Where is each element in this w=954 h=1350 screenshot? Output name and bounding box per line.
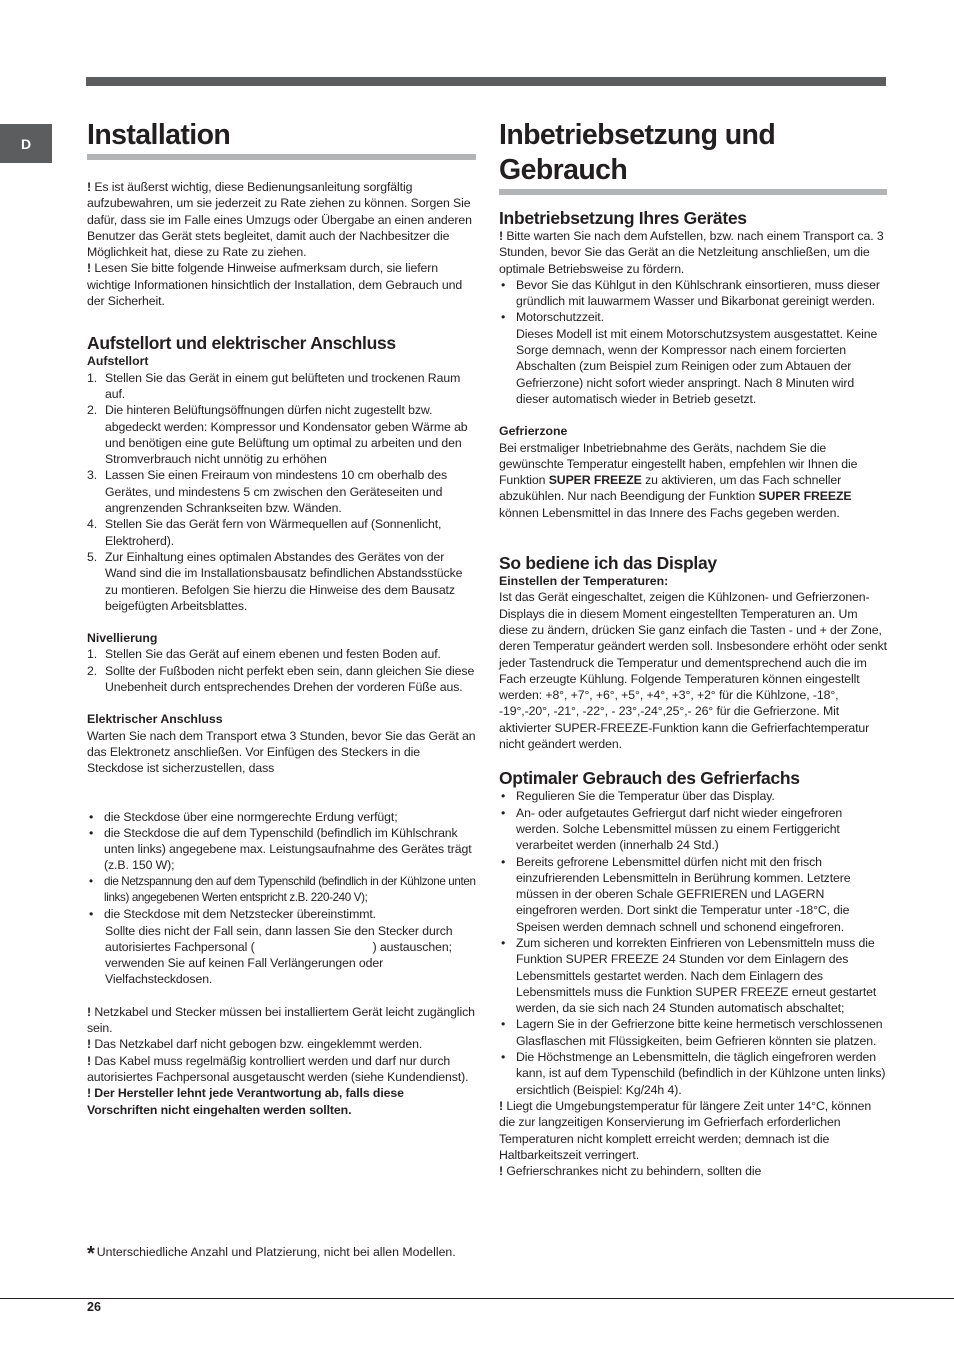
bullet-icon: • [501,805,506,820]
list-number: 1. [87,370,98,385]
page-number: 26 [87,1300,101,1314]
list-text: Lagern Sie in der Gefrierzone bitte keine hermetisch verschlossenen Glasflaschen mit Flüssigkeiten, beim Gefrieren könnten sie platzen. [516,1017,883,1048]
list-text: die Steckdose über eine normgerechte Erdung verfügt; [104,809,398,824]
list-text: Stellen Sie das Gerät fern von Wärmequellen auf (Sonnenlicht, Elektroherd). [105,517,442,548]
left-column [87,118,476,1118]
list-title: Motorschutzzeit. [516,310,604,325]
bullet-icon: • [501,1050,506,1065]
list-text: Regulieren Sie die Temperatur über das Display. [516,789,775,804]
footnote [87,1243,487,1265]
warning-mark: ! [87,261,91,276]
list-item [87,825,476,874]
warning-text: Das Kabel muss regelmäßig kontrolliert werden und darf nur durch autorisiertes Fachpersonal ausgetauscht werden (siehe Kundendienst). [87,1053,469,1084]
note-text: Gefrierschrankes nicht zu behindern, sollten die [503,1164,762,1179]
text-part: können Lebensmittel in das Innere des Fachs gegeben werden. [499,505,840,520]
text-part: Bei erstmaliger Inbetriebnahme des Geräts, nachdem Sie die gewünschte Temperatur eingestellt haben, empfehlen wir Ihnen die Funktion [499,440,858,488]
subheading-gefrierzone: Gefrierzone [499,424,568,439]
list-item [87,906,476,922]
list-item [87,663,476,696]
inbetriebsetzung-intro [499,228,887,277]
super-freeze-label: SUPER FREEZE [548,473,642,488]
list-item [499,277,887,310]
subheading-temperaturen: Einstellen der Temperaturen: [499,574,669,589]
list-number: 3. [87,468,98,483]
bullet-icon: • [89,825,94,840]
list-text: Stellen Sie das Gerät auf einem ebenen und festen Boden auf. [105,647,441,662]
note-truncated [499,1163,887,1179]
title-underline [87,154,476,160]
intro-text-1: Es ist äußerst wichtig, diese Bedienungsanleitung sorgfältig aufzubewahren, um sie jederzeit zu Rate ziehen zu können. Sorgen Sie dafür, dass sie im Falle eines Umzugs oder Übergabe an einen anderen Benutzer das Gerät stets begleitet, damit auch der Nachbesitzer die Möglichkeit hat, diese zu Rate zu ziehen. [87,180,472,260]
list-item [87,646,476,662]
list-item [499,1049,887,1098]
text-part: zu aktivieren, um das Fach schneller abzukühlen. Nur nach Beendigung der Funktion [499,473,842,504]
bullet-icon: • [89,874,93,888]
section-heading-gefrierfach: Optimaler Gebrauch des Gefrierfachs [499,768,800,789]
bullet-icon: • [89,907,94,922]
list-item [87,809,476,825]
list-number: 5. [87,549,98,564]
liability-notice: ! Der Hersteller lehnt jede Verantwortung ab, falls diese Vorschriften nicht eingehalten werden sollten. [87,1086,404,1117]
installation-title: Installation [87,119,231,151]
list-number: 4. [87,517,98,532]
nivellierung-list [87,646,476,695]
elektrisch-checklist [87,809,476,923]
list-text: Sollte der Fußboden nicht perfekt eben sein, dann gleichen Sie diese Unebenheit durch entsprechendes Drehen der vorderen Füße aus. [105,663,475,695]
subheading-aufstellort: Aufstellort [87,354,149,369]
section-heading-display: So bediene ich das Display [499,553,717,574]
inbetriebsetzung-list [499,277,887,407]
section-heading-aufstellort-anschluss: Aufstellort und elektrischer Anschluss [87,333,396,354]
list-item [499,935,887,1016]
bullet-icon: • [501,789,506,804]
bullet-icon: • [501,277,506,292]
list-text: Zur Einhaltung eines optimalen Abstandes des Gerätes von der Wand sind die im Installationsbausatz befindlichen Abstandsstücke zu montieren. Befolgen Sie hierzu die Hinweise des dem Bausatz beigefügten Arbeitsblattes. [105,549,463,613]
continuation-text-a: Sollte dies nicht der Fall sein, dann lassen Sie den Stecker durch autorisiertes Fachpersonal ( [105,923,453,954]
top-rule [86,77,886,86]
warning-3 [87,1053,476,1086]
bullet-icon: • [501,854,506,869]
warning-1 [87,1004,476,1037]
bullet-icon: • [501,310,506,325]
list-text: Bevor Sie das Kühlgut in den Kühlschrank einsortieren, muss dieser gründlich mit lauwarmem Wasser und Bikarbonat gereinigt werden. [516,277,880,309]
bottom-rule [0,1298,954,1299]
list-text: Die Höchstmenge an Lebensmitteln, die täglich eingefroren werden kann, ist auf dem Typenschild (befindlich in der Kühlzone unten links) ersichtlich (Beispiel: Kg/24h 4). [516,1050,886,1097]
list-text: die Steckdose mit dem Netzstecker übereinstimmt. [104,907,376,922]
list-item [87,516,476,549]
list-text: Dieses Modell ist mit einem Motorschutzsystem ausgestattet. Keine Sorge demnach, wenn der Kompressor nach einem forcierten Abschalten (zum Beispiel zum Reinigen oder zum Abtauen der Gefrierzone) nicht sofort wieder anspringt. Nach 8 Minuten wird dieser automatisch wieder in Betrieb gesetzt. [516,326,878,406]
list-item [499,309,887,407]
gefrierzone-text [499,440,887,521]
list-text: Die hinteren Belüftungsöffnungen dürfen nicht zugestellt bzw. abgedeckt werden: Kompressor und Kondensator geben Wärme ab und benötigen eine gute Belüftung um optimal zu arbeiten und den Stromverbrauch nicht unnötig zu erhöhen [105,403,468,467]
title-line-1: Inbetriebsetzung und [499,119,776,151]
warning-text: Das Netzkabel darf nicht gebogen bzw. eingeklemmt werden. [91,1037,423,1052]
list-number: 2. [87,403,98,418]
bullet-icon: • [89,809,94,824]
language-tab: D [0,124,52,163]
title-underline [499,189,887,195]
list-text: Bereits gefrorene Lebensmittel dürfen nicht mit den frisch einzufrierenden Lebensmitteln in Berührung kommen. Letztere müssen in der oberen Schale GEFRIEREN und LAGERN eingefroren werden. Dort sinkt die Temperatur unter -18°C, die Speisen werden demnach schnell und schonend eingefroren. [516,854,851,934]
list-number: 2. [87,663,98,678]
list-text: die Netzspannung den auf dem Typenschild (befindlich in der Kühlzone unten links) angegebenen Werten entspricht z.B. 220-240 V); [104,874,476,904]
list-item [87,402,476,467]
list-item [87,874,476,907]
list-item [87,370,476,403]
list-item [499,854,887,935]
gefrierfach-list [499,788,887,1098]
note-text: Liegt die Umgebungstemperatur für längere Zeit unter 14°C, können die zur langzeitigen Konservierung im Gefrierfach erforderlichen Temperaturen nicht komplett erreicht werden; demnach ist die Haltbarkeitszeit verringert. [499,1098,872,1162]
warning-mark: ! [499,1098,503,1113]
warning-mark: ! [87,1053,91,1068]
warning-mark: ! [499,1164,503,1179]
list-item [499,1016,887,1049]
list-item [87,467,476,516]
warning-mark: ! [87,1004,91,1019]
intro-paragraph-2 [87,260,476,309]
super-freeze-label: SUPER FREEZE [758,489,852,504]
list-text: die Steckdose die auf dem Typenschild (befindlich im Kühlschrank unten links) angegebene max. Leistungsaufnahme des Gerätes trägt (z.B. 150 W); [104,825,472,873]
list-item [499,788,887,804]
aufstellort-list [87,370,476,614]
intro-text-2: Lesen Sie bitte folgende Hinweise aufmerksam durch, sie liefern wichtige Informationen hinsichtlich der Installation, dem Gebrauch und der Sicherheit. [87,261,463,309]
list-text: Zum sicheren und korrekten Einfrieren von Lebensmitteln muss die Funktion SUPER FREEZE 24 Stunden vor dem Einlagern des Lebensmittels gestartet werden. Nach dem Einlagern des Lebensmittels muss die Funktion SUPER FREEZE erneut gestartet werden, da sie sich nach 24 Stunden automatisch abschaltet; [516,935,877,1016]
warning-mark: ! [499,229,503,243]
list-item [499,805,887,854]
inbetriebsetzung-title [499,118,887,188]
list-text: Stellen Sie das Gerät in einem gut belüfteten und trockenen Raum auf. [105,370,461,401]
bullet-icon: • [501,935,506,950]
elektrisch-continuation [87,923,476,988]
intro-paragraph-1 [87,179,476,260]
intro-text: Bitte warten Sie nach dem Aufstellen, bzw. nach einem Transport ca. 3 Stunden, bevor Sie das Gerät an die Netzleitung anschließen, um die optimale Betriebsweise zu fördern. [499,229,884,276]
bullet-icon: • [501,1017,506,1032]
list-text: An- oder aufgetautes Gefriergut darf nicht wieder eingefroren werden. Solche Lebensmittel müssen zu einem Fertiggericht verarbeitet werden (innerhalb 24 Std.) [516,805,843,853]
list-text: Lassen Sie einen Freiraum von mindestens 10 cm oberhalb des Gerätes, und mindestens 5 cm zwischen den Geräteseiten und angrenzenden Schrankseiten bzw. Wänden. [105,468,448,516]
asterisk-icon: * [87,1243,95,1265]
list-item [87,549,476,614]
subheading-elektrischer-anschluss: Elektrischer Anschluss [87,712,223,727]
warning-mark: ! [87,180,91,194]
warning-2 [87,1036,476,1052]
note-temperature [499,1098,887,1163]
section-heading-inbetriebsetzung: Inbetriebsetzung Ihres Gerätes [499,208,747,228]
footnote-text: Unterschiedliche Anzahl und Platzierung, nicht bei allen Modellen. [96,1245,456,1259]
subheading-nivellierung: Nivellierung [87,631,158,646]
list-number: 1. [87,647,98,662]
title-line-2: Gebrauch [499,154,628,186]
continuation-text-b: ) austauschen; verwenden Sie auf keinen Fall Verlängerungen oder Vielfachsteckdosen. [105,939,452,987]
warning-text: Netzkabel und Stecker müssen bei installiertem Gerät leicht zugänglich sein. [87,1004,475,1036]
warning-mark: ! [87,1037,91,1052]
display-text: Ist das Gerät eingeschaltet, zeigen die Kühlzonen- und Gefrierzonen-Displays die in diesem Moment eingestellten Temperaturen an. Um diese zu ändern, drücken Sie ganz einfach die Tasten - und + der Zone, deren Temperatur geändert werden soll. Insbesondere erhöht oder senkt jeder Tastendruck die Temperatur und dementsprechend auch die im Fach erzeugte Kühlung. Folgende Temperaturen können eingestellt werden: +8°, +7°, +6°, +5°, +4°, +3°, +2° für die Kühlzone, -18°, -19°,-20°, -21°, -22°, - 23°,-24°,25°,- 26° für die Gefrierzone. Mit aktivierter SUPER-FREEZE-Funktion kann die Gefrierfachtemperatur nicht geändert werden. [499,590,887,752]
elektrisch-intro: Warten Sie nach dem Transport etwa 3 Stunden, bevor Sie das Gerät an das Elektronetz anschließen. Vor Einfügen des Steckers in die Steckdose ist sicherzustellen, dass [87,728,476,776]
right-column [499,118,887,1179]
